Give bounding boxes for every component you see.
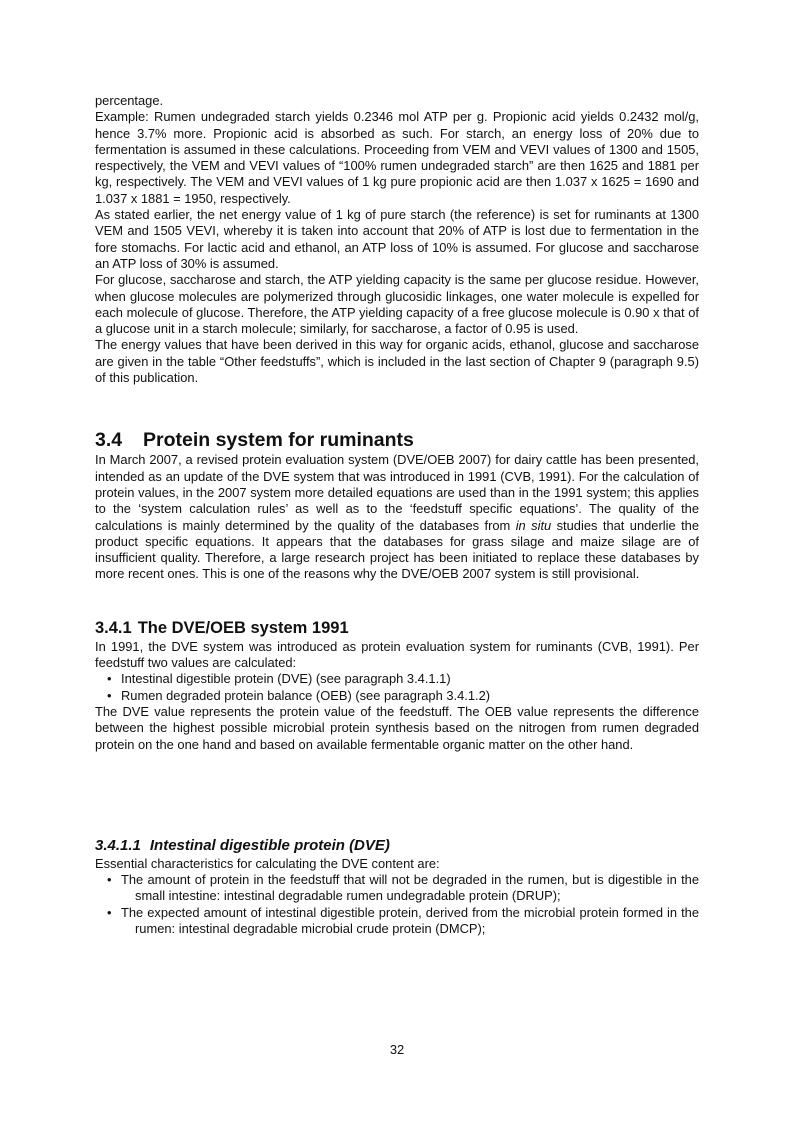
section-title: Intestinal digestible protein (DVE): [149, 836, 390, 854]
paragraph: The energy values that have been derived in this way for organic acids, ethanol, glucose and saccharose are given in the table “Other feedstuffs”, which is included in the last section of Chapter 9 (paragraph 9.5) of this publication.: [95, 337, 699, 386]
section-title: Protein system for ruminants: [143, 429, 414, 452]
document-page: [95, 93, 699, 937]
bullet-list: [95, 872, 699, 937]
italic-term: in situ: [515, 517, 552, 533]
list-item: [95, 671, 699, 687]
list-item-text: The expected amount of intestinal digestible protein, derived from the microbial protein formed in the rumen: intestinal degradable microbial crude protein (DMCP);: [121, 904, 699, 936]
section-number: 3.4.1: [95, 618, 132, 637]
bullet-list: [95, 671, 699, 704]
paragraph: percentage.: [95, 93, 164, 108]
paragraph: In 1991, the DVE system was introduced as protein evaluation system for ruminants (CVB, 1991). Per feedstuff two values are calculated:: [95, 638, 699, 671]
paragraph: For glucose, saccharose and starch, the ATP yielding capacity is the same per glucose residue. However, when glucose molecules are polymerized through glucosidic linkages, one water molecule is expelled for each molecule of glucose. Therefore, the ATP yielding capacity of a free glucose molecule is 0.90 x that of a glucose unit in a starch molecule; similarly, for saccharose, a factor of 0.95 is used.: [95, 272, 699, 337]
paragraph: [95, 452, 699, 582]
section-number: 3.4.1.1: [95, 836, 141, 854]
list-item: [95, 688, 699, 704]
list-item-text: The amount of protein in the feedstuff that will not be degraded in the rumen, but is digestible in the small intestine: intestinal degradable rumen undegradable protein (DRUP);: [121, 872, 699, 904]
bullet-icon: •: [107, 687, 112, 703]
section-title: The DVE/OEB system 1991: [137, 618, 349, 637]
list-item-text: Intestinal digestible protein (DVE) (see paragraph 3.4.1.1): [121, 671, 451, 687]
paragraph: As stated earlier, the net energy value of 1 kg of pure starch (the reference) is set for ruminants at 1300 VEM and 1505 VEVI, whereby it is taken into account that 20% of ATP is lost due to fermentation in the fore stomachs. For lactic acid and ethanol, an ATP loss of 10% is assumed. For glucose and saccharose an ATP loss of 30% is assumed.: [95, 207, 699, 271]
list-item: [95, 872, 699, 905]
list-item: [95, 905, 699, 938]
bullet-icon: •: [107, 671, 112, 687]
paragraph: The DVE value represents the protein value of the feedstuff. The OEB value represents the difference between the highest possible microbial protein synthesis based on the nitrogen from rumen degraded protein on the one hand and based on available fermentable organic matter on the other hand.: [95, 703, 699, 752]
section-heading-3-4-1: [95, 617, 699, 639]
bullet-icon: •: [107, 904, 112, 920]
section-heading-3-4-1-1: [95, 836, 699, 856]
paragraph: Essential characteristics for calculating the DVE content are:: [95, 855, 440, 871]
text-run: In March 2007, a revised protein evaluation system (DVE/OEB 2007) for dairy cattle has been presented, intended as an update of the DVE system that was introduced in 1991 (CVB, 1991). For the calculation of protein values, in the 2007 system more detailed equations are used than in the 1991 system; this applies to the ‘system calculation rules’ as well as to the ‘feedstuff specific equations’. The quality of the calculations is mainly determined by the quality of the databases from: [95, 452, 699, 533]
list-item-text: Rumen degraded protein balance (OEB) (see paragraph 3.4.1.2): [121, 687, 491, 703]
section-number: 3.4: [95, 429, 123, 452]
bullet-icon: •: [107, 872, 112, 888]
paragraph: Example: Rumen undegraded starch yields 0.2346 mol ATP per g. Propionic acid yields 0.2432 mol/g, hence 3.7% more. Propionic acid is absorbed as such. For starch, an energy loss of 20% due to fermentation is assumed in these calculations. Proceeding from VEM and VEVI values of 1300 and 1505, respectively, the VEM and VEVI values of “100% rumen undegraded starch” are then 1625 and 1881 per kg, respectively. The VEM and VEVI values of 1 kg pure propionic acid are then 1.037 x 1625 = 1690 and 1.037 x 1881 = 1950, respectively.: [95, 109, 699, 206]
text-run: studies that underlie the product specific equations. It appears that the databases for grass silage and maize silage are of insufficient quality. Therefore, a large research project has been initiated to replace these databases by more recent ones. This is one of the reasons why the DVE/OEB 2007 system is still provisional.: [95, 517, 699, 582]
page-number: 32: [389, 1042, 405, 1057]
section-heading-3-4: [95, 428, 699, 452]
